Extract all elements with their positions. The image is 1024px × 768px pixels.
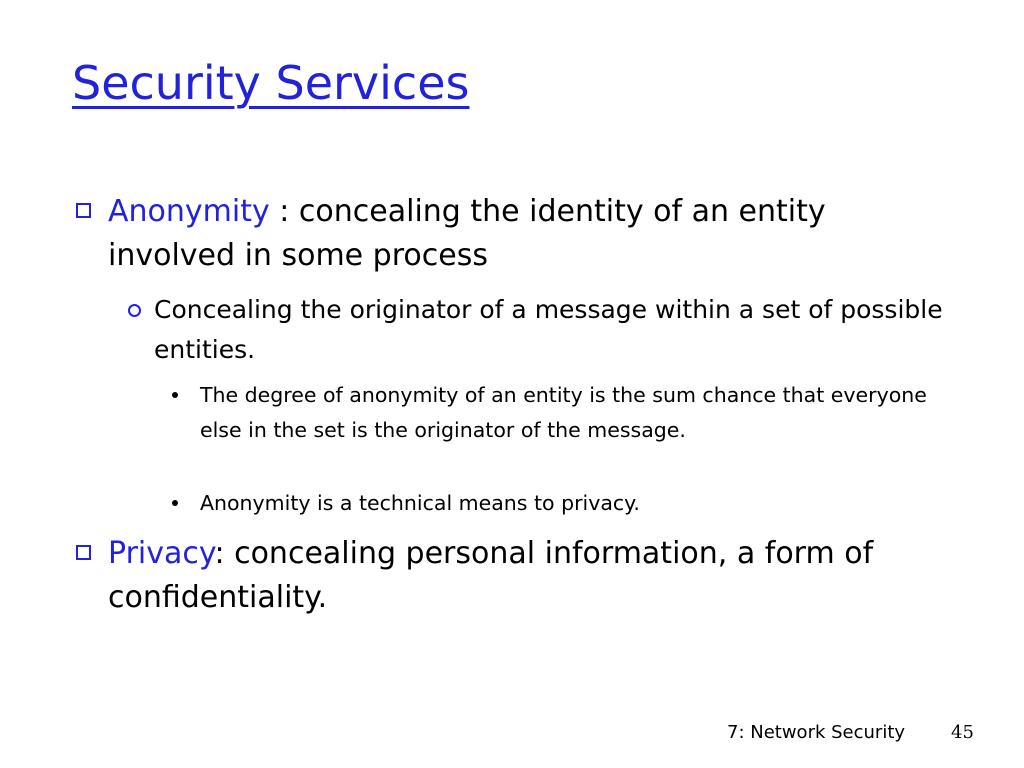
bullet-anonymity xyxy=(76,190,948,278)
footer-label: 7: Network Security xyxy=(727,722,906,743)
square-bullet-icon xyxy=(76,203,91,218)
sub-sub-bullet-means xyxy=(168,486,950,521)
dot-bullet-icon xyxy=(172,500,178,506)
bullet-text: Concealing the originator of a message within a set of possible entities. xyxy=(154,295,943,364)
bullet-text: The degree of anonymity of an entity is the sum chance that everyone else in the set is the originator of the message. xyxy=(200,383,927,442)
dot-bullet-icon xyxy=(172,392,178,398)
square-bullet-icon xyxy=(76,545,91,560)
page-number: 45 xyxy=(951,722,974,743)
bullet-text: : concealing personal information, a form of confidentiality. xyxy=(108,536,874,615)
bullet-privacy xyxy=(76,532,948,620)
bullet-text: : concealing the identity of an entity involved in some process xyxy=(108,194,826,273)
sub-bullet-originator xyxy=(128,290,944,370)
sub-sub-bullet-degree xyxy=(168,378,950,448)
bullet-text: Anonymity is a technical means to privacy. xyxy=(200,491,640,515)
keyword-privacy: Privacy xyxy=(108,536,215,571)
slide-title: Security Services xyxy=(72,56,470,110)
circle-bullet-icon xyxy=(128,304,141,317)
keyword-anonymity: Anonymity xyxy=(108,194,270,229)
